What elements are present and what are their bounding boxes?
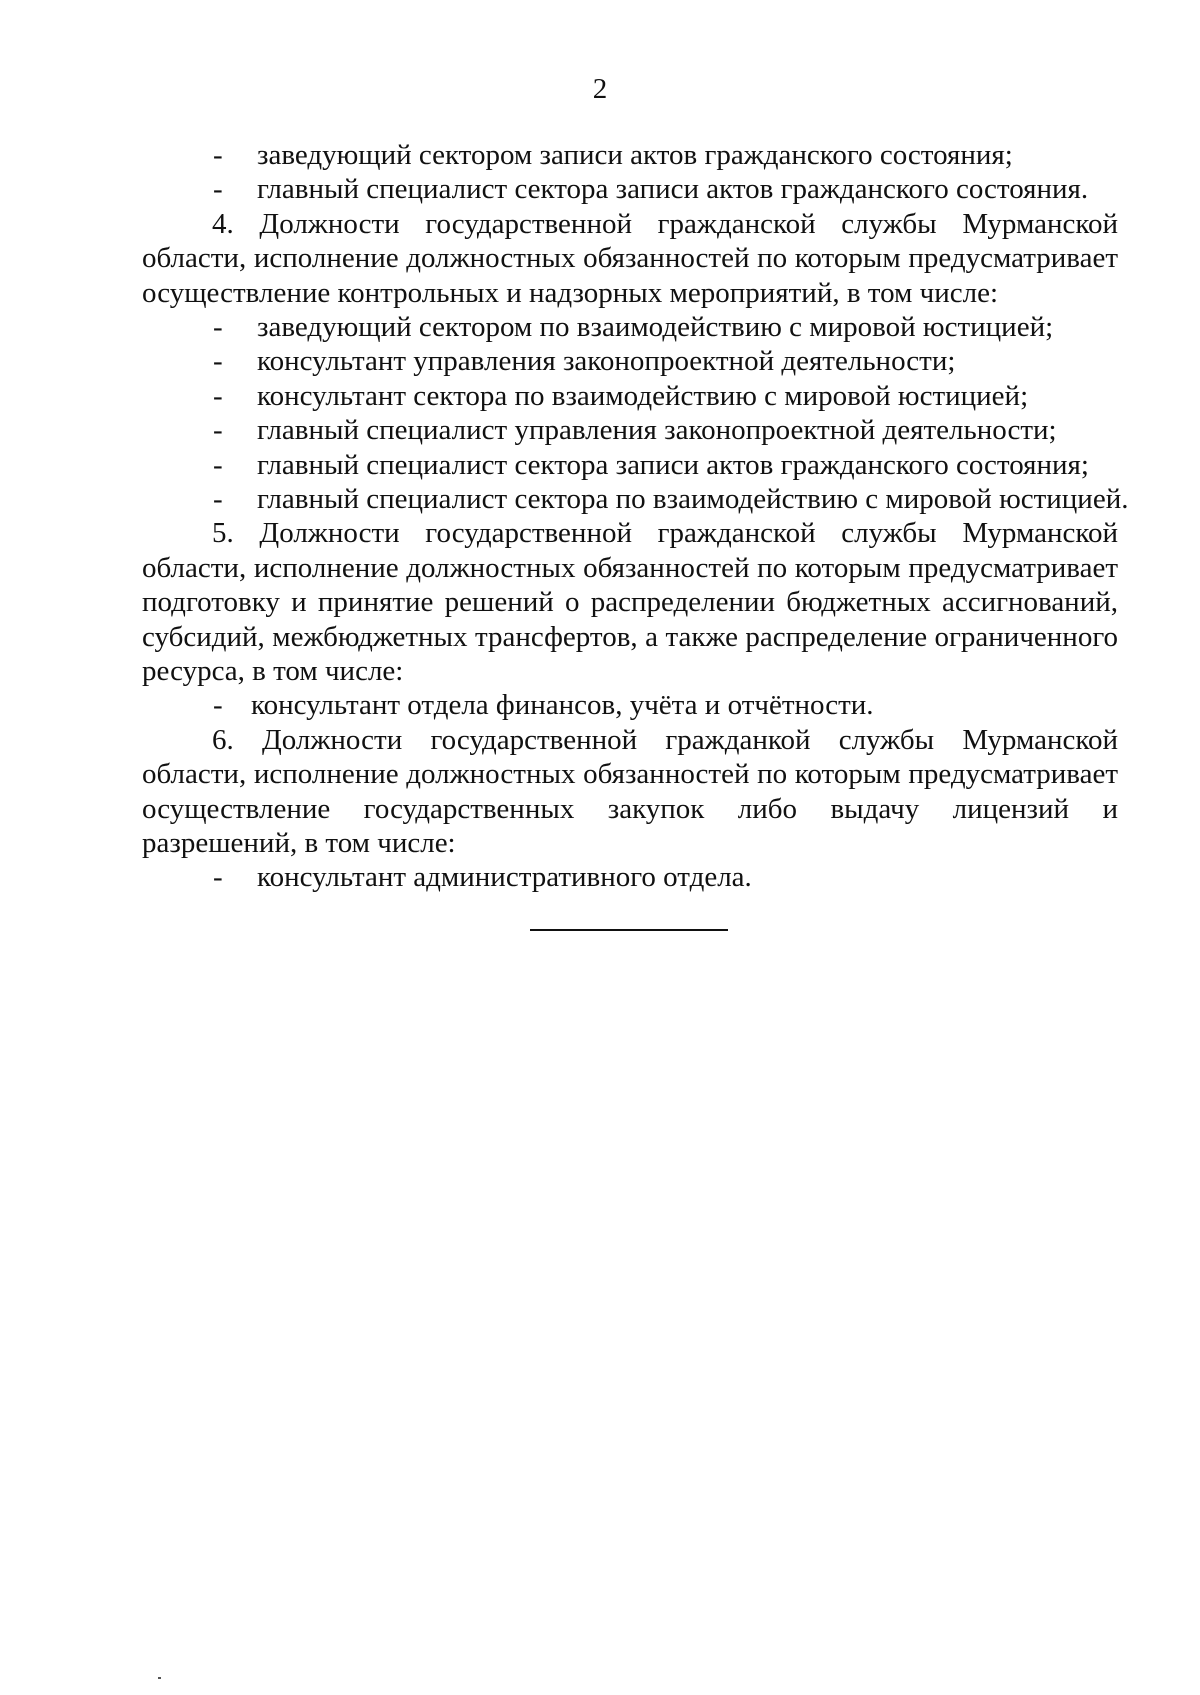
numbered-paragraph: 6. Должности государственной гражданкой службы Мурманской области, исполнение должностных обязанностей по которым предусматривает осуществление государственных закупок либо выдачу лицензий и разрешений, в том числе: [142,723,1118,859]
bullet-item [142,310,1118,344]
bullet-text: консультант управления законопроектной деятельности; [257,345,956,378]
bullet-dash: - [213,861,223,894]
bullet-item [142,688,1118,722]
bullet-dash: - [213,379,223,412]
bullet-item [142,172,1118,206]
scan-speck [158,1677,161,1679]
bullet-text: главный специалист сектора записи актов гражданского состояния. [257,173,1089,206]
bullet-text: заведующий сектором по взаимодействию с мировой юстицией; [257,311,1054,343]
bullet-text: главный специалист сектора записи актов гражданского состояния; [257,448,1089,481]
numbered-paragraph: 5. Должности государственной гражданской службы Мурманской области, исполнение должностных обязанностей по которым предусматривает подготовку и принятие решений о распределении бюджетных ассигнований, субсидий, межбюджетных трансфертов, а также распределение ограниченного ресурса, в том числе: [142,517,1118,687]
bullet-item [142,482,1129,516]
bullet-dash: - [213,448,223,481]
bullet-item [142,448,1118,482]
bullet-dash: - [213,139,223,171]
bullet-item [142,379,1118,413]
end-separator-line [530,929,728,931]
bullet-dash: - [213,414,223,447]
bullet-dash: - [213,173,223,206]
bullet-dash: - [213,311,223,343]
bullet-text: консультант административного отдела. [257,861,752,894]
bullet-text: главный специалист управления законопроектной деятельности; [257,414,1057,447]
bullet-item [142,138,1118,172]
bullet-text: заведующий сектором записи актов гражданского состояния; [257,139,1013,171]
bullet-item [142,344,1118,378]
page-number: 2 [592,73,608,105]
bullet-item [142,413,1118,447]
bullet-text: главный специалист сектора по взаимодействию с мировой юстицией. [257,482,1129,515]
bullet-dash: - [213,482,223,515]
document-body [142,138,1129,895]
bullet-text: консультант сектора по взаимодействию с мировой юстицией; [257,379,1029,412]
bullet-dash: - [213,345,223,378]
bullet-item [142,860,1118,894]
bullet-dash: - [213,689,223,722]
bullet-text: консультант отдела финансов, учёта и отчётности. [251,689,874,722]
numbered-paragraph: 4. Должности государственной гражданской службы Мурманской области, исполнение должностных обязанностей по которым предусматривает осуществление контрольных и надзорных мероприятий, в том числе: [142,207,1118,309]
